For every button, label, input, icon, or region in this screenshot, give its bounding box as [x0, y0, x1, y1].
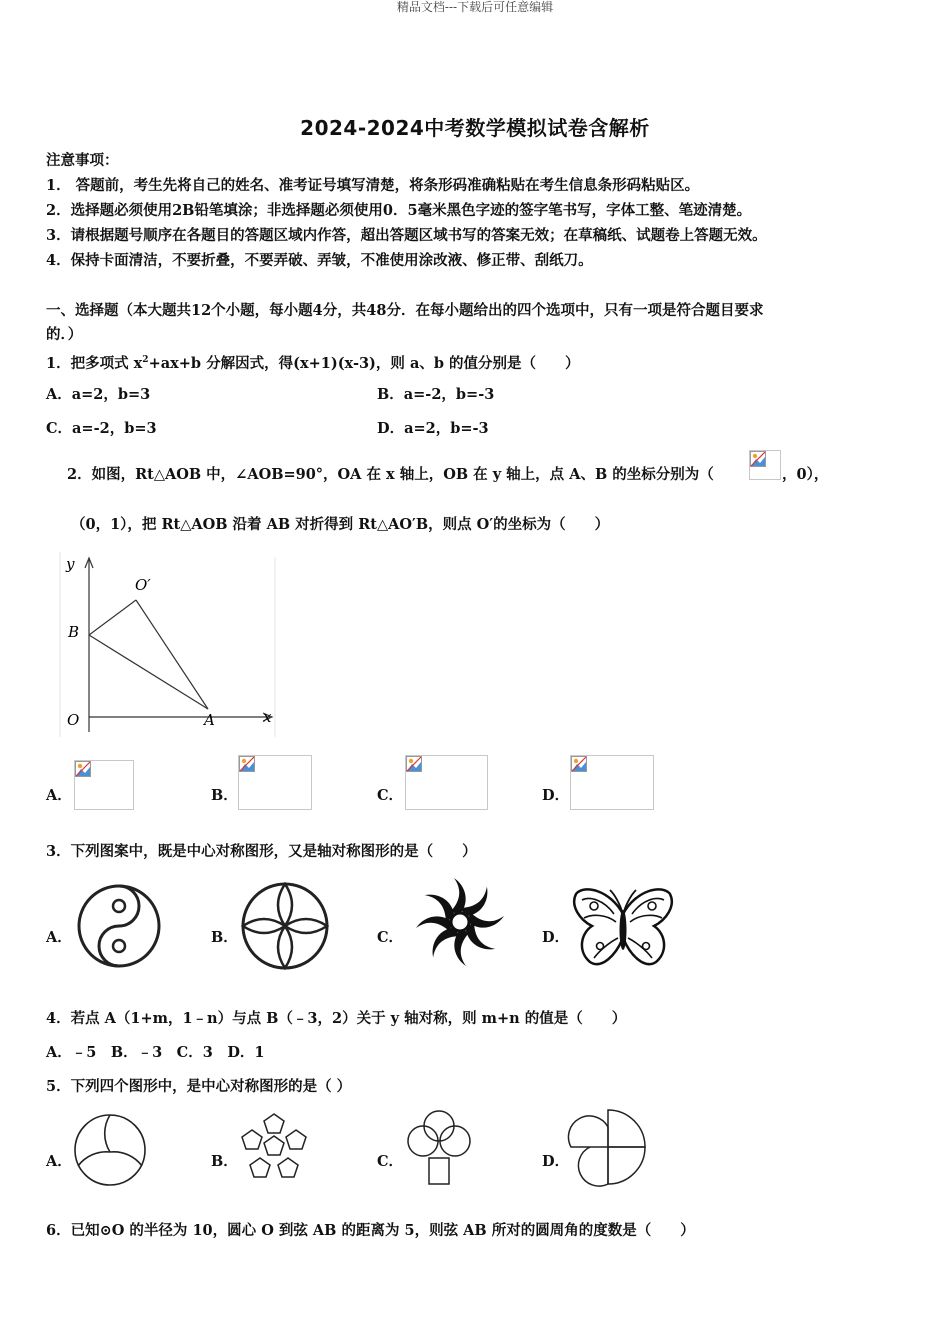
- q5-pentagons-figure: [236, 1112, 312, 1186]
- label-B: B: [68, 623, 80, 641]
- label-O: O: [67, 711, 80, 729]
- q1-option-b: B．a=-2，b=-3: [377, 386, 495, 403]
- q6-stem: 6．已知⊙O 的半径为 10，圆心 O 到弦 AB 的距离为 5，则弦 AB 所对的圆周角的度数是（ ）: [46, 1222, 695, 1239]
- q2-coordinate-figure: [60, 552, 280, 737]
- label-x: x: [263, 708, 272, 726]
- image-placeholder-icon: [75, 761, 91, 777]
- image-placeholder-icon: [406, 756, 422, 772]
- q1-stem: 1．把多项式 $x^2+ax+b$ 分解因式，得(x+1)(x-3)，则 a、b 的值分别是（ ）: [46, 354, 580, 372]
- q3-yin-yang-figure: [74, 882, 166, 970]
- q3-stem: 3．下列图案中，既是中心对称图形，又是轴对称图形的是（ ）: [46, 843, 477, 860]
- q1-option-d: D．a=2，b=-3: [377, 420, 489, 437]
- q2-option-b-image: [238, 755, 312, 810]
- q2-option-b-letter: B．: [211, 787, 238, 804]
- q2-stem-line1-b: ，0），: [782, 466, 829, 483]
- q5-stem: 5．下列四个图形中，是中心对称图形的是（ ）: [46, 1078, 352, 1095]
- image-placeholder-icon: [239, 756, 255, 772]
- section-heading-line2: 的．）: [46, 326, 83, 343]
- notice-item-4: 4．保持卡面清洁，不要折叠，不要弄破、弄皱，不准使用涂改液、修正带、刮纸刀。: [46, 252, 593, 269]
- label-O-prime: O′: [135, 576, 151, 594]
- q5-quarter-circles-figure: [568, 1108, 648, 1186]
- q2-option-c-letter: C．: [377, 787, 404, 804]
- q4-options: A．﹣5 B．﹣3 C．3 D．1: [46, 1044, 265, 1061]
- segment-O-prime-A: [136, 600, 208, 709]
- header-note: 精品文档---下载后可任意编辑: [396, 0, 554, 14]
- q5-option-a-letter: A．: [46, 1153, 72, 1170]
- q2-option-d-letter: D．: [542, 787, 570, 804]
- q1-option-c: C．a=-2，b=3: [46, 420, 157, 437]
- notice-heading: 注意事项：: [46, 152, 119, 169]
- q3-option-c-letter: C．: [377, 929, 404, 946]
- q5-option-c-letter: C．: [377, 1153, 404, 1170]
- q3-butterfly-figure: [570, 884, 676, 970]
- image-placeholder-icon: [571, 756, 587, 772]
- segment-BA: [89, 635, 208, 709]
- label-y: y: [66, 555, 75, 573]
- label-A: A: [204, 711, 215, 729]
- q5-circles-square-figure: [402, 1108, 476, 1188]
- notice-item-3: 3．请根据题号顺序在各题目的答题区域内作答，超出答题区域书写的答案无效；在草稿纸、试题卷上答题无效。: [46, 227, 767, 244]
- q3-option-a-letter: A．: [46, 929, 72, 946]
- segment-BO-prime: [89, 600, 136, 635]
- q2-option-a-image: [74, 760, 134, 810]
- q5-option-d-letter: D．: [542, 1153, 570, 1170]
- q2-option-a-letter: A．: [46, 787, 72, 804]
- q3-four-petal-figure: [238, 881, 332, 971]
- q2-stem-line1-a: 2．如图，Rt△AOB 中，∠AOB=90°，OA 在 x 轴上，OB 在 y 轴上，点 A、B 的坐标分别为（: [67, 466, 714, 483]
- notice-item-1: 1． 答题前，考生先将自己的姓名、准考证号填写清楚，将条形码准确粘贴在考生信息条形码粘贴区。: [46, 177, 700, 194]
- q5-option-b-letter: B．: [211, 1153, 238, 1170]
- q3-option-b-letter: B．: [211, 929, 238, 946]
- q3-option-d-letter: D．: [542, 929, 570, 946]
- page-title: 2024-2024中考数学模拟试卷含解析: [300, 116, 650, 140]
- q2-option-d-image: [570, 755, 654, 810]
- q4-stem: 4．若点 A（1+m，1﹣n）与点 B（﹣3，2）关于 y 轴对称，则 m+n 的值是（ ）: [46, 1010, 627, 1027]
- section-heading-line1: 一、选择题（本大题共12个小题，每小题4分，共48分．在每小题给出的四个选项中，只有一项是符合题目要求: [46, 302, 764, 319]
- image-placeholder-icon: [750, 451, 766, 467]
- q1-option-a: A．a=2，b=3: [46, 386, 151, 403]
- broken-image-icon: [749, 450, 781, 480]
- q3-pinwheel-flower-figure: [405, 874, 515, 970]
- q5-circle-arcs-figure: [72, 1112, 148, 1188]
- q2-option-c-image: [405, 755, 488, 810]
- notice-item-2: 2．选择题必须使用2B铅笔填涂；非选择题必须使用0．5毫米黑色字迹的签字笔书写，字体工整、笔迹清楚。: [46, 202, 752, 219]
- q2-stem-line2: （0，1），把 Rt△AOB 沿着 AB 对折得到 Rt△AO′B，则点 O′的坐标为（ ）: [71, 516, 610, 533]
